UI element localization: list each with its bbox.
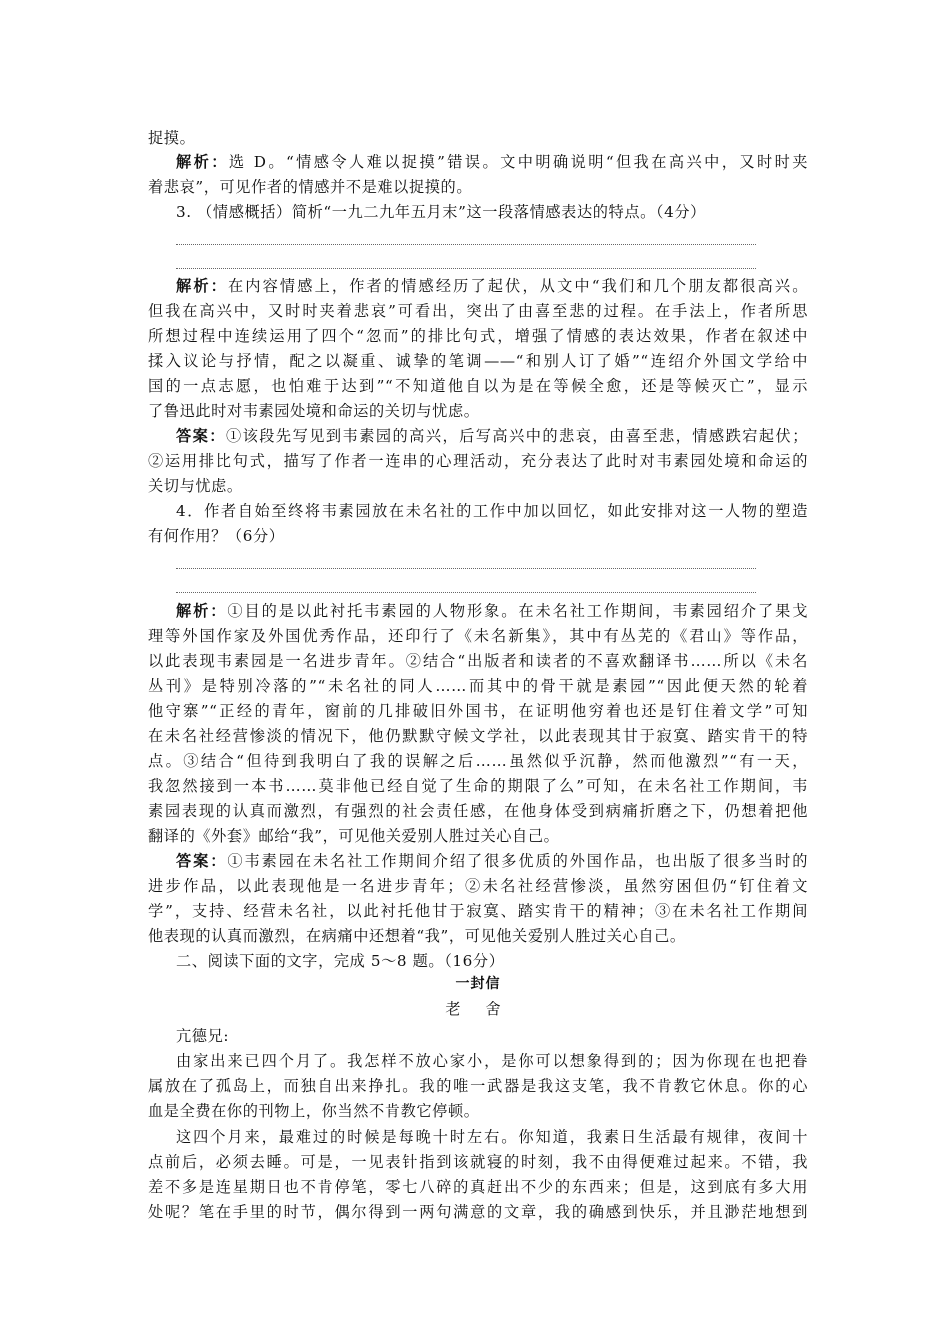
text-line: 理等外国作家及外国优秀作品，还印行了《未名新集》，其中有丛芜的《君山》等作品，	[148, 627, 808, 645]
analysis-text: ①目的是以此衬托韦素园的人物形象。在未名社工作期间，韦素园绍介了果戈	[227, 602, 808, 620]
article-title: 一封信	[455, 976, 501, 992]
text-line: 所想过程中连续运用了四个“忽而”的排比句式，增强了情感的表达效果，作者在叙述中	[148, 327, 808, 345]
text-line: 但我在高兴中，又时时夹着悲哀”可看出，突出了由喜至悲的过程。在手法上，作者所思	[148, 302, 808, 320]
analysis-line	[176, 600, 808, 622]
answer-line	[176, 425, 808, 447]
analysis-text: 在内容情感上，作者的情感经历了起伏，从文中“我们和几个朋友都很高兴。	[227, 277, 808, 295]
text-line: 血是全费在你的刊物上，你当然不肯教它停顿。	[148, 1102, 480, 1120]
text-line: 揉入议论与抒情，配之以凝重、诚挚的笔调——“和别人订了婚”“连绍介外国文学给中	[148, 352, 808, 370]
text-line: 关切与忧虑。	[148, 477, 243, 495]
text-line: 由家出来已四个月了。我怎样不放心家小，是你可以想象得到的；因为你现在也把眷	[176, 1052, 808, 1070]
answer-blank-line	[176, 568, 756, 569]
answer-blank-line	[176, 592, 756, 593]
text-line: 了鲁迅此时对韦素园处境和命运的关切与忧虑。	[148, 402, 480, 420]
text-line: 素园表现的认真而激烈，有强烈的社会责任感，在他身体受到病痛折磨之下，仍想着把他	[148, 802, 808, 820]
question-3: 3. （情感概括）简析“一九二九年五月末”这一段落情感表达的特点。（4分）	[176, 203, 706, 221]
text-line: 以此表现韦素园是一名进步青年。②结合“出版者和读者的不喜欢翻译书……所以《未名	[148, 652, 808, 670]
analysis-label: 解析：	[176, 602, 228, 620]
article-author: 老 舍	[445, 1000, 511, 1018]
text-line: 点。③结合“但待到我明白了我的误解之后……虽然似乎沉静，然而他激烈”“有一天，	[148, 752, 808, 770]
text-line: 捉摸。	[148, 129, 196, 147]
text-line: 这四个月来，最难过的时候是每晚十时左右。你知道，我素日生活最有规律，夜间十	[176, 1128, 808, 1146]
analysis-label: 解析：	[176, 277, 228, 295]
text-line: 点前后，必须去睡。可是，一见表针指到该就寝的时刻，我不由得便难过起来。不错，我	[148, 1153, 808, 1171]
text-line: 他守寨”“正经的青年，窗前的几排破旧外国书，在证明他穷着也还是钉住着文学”可知	[148, 702, 808, 720]
text-line: ②运用排比句式，描写了作者一连串的心理活动，充分表达了此时对韦素园处境和命运的	[148, 452, 808, 470]
text-line: 我忽然接到一本书……莫非他已经自觉了生命的期限了么”可知，在未名社工作期间，韦	[148, 777, 808, 795]
text-line: 在未名社经营惨淡的情况下，他仍默默守候文学社，以此表现其甘于寂寞、踏实肯干的特	[148, 727, 808, 745]
text-line: 他表现的认真而激烈，在病痛中还想着“我”，可见他关爱别人胜过关心自己。	[148, 927, 686, 945]
text-line: 处呢？笔在手里的时节，偶尔得到一两句满意的文章，我的确感到快乐，并且渺茫地想到	[148, 1203, 808, 1221]
text-line: 进步作品，以此表现他是一名进步青年；②未名社经营惨淡，虽然穷困但仍“钉住着文	[148, 877, 808, 895]
answer-blank-line	[176, 268, 756, 269]
answer-text: ①韦素园在未名社工作期间介绍了很多优质的外国作品，也出版了很多当时的	[227, 852, 808, 870]
answer-text: ①该段先写见到韦素园的高兴，后写高兴中的悲哀，由喜至悲，情感跌宕起伏；	[225, 427, 808, 445]
analysis-label: 解析：	[176, 153, 229, 171]
text-line: 着悲哀”，可见作者的情感并不是难以捉摸的。	[148, 178, 473, 196]
answer-blank-line	[176, 244, 756, 245]
answer-line	[176, 850, 808, 872]
analysis-line	[176, 151, 808, 173]
text-line: 翻译的《外套》邮给“我”，可见他关爱别人胜过关心自己。	[148, 827, 560, 845]
section-heading: 二、阅读下面的文字，完成 5～8 题。（16分）	[176, 952, 505, 970]
text-line: 属放在了孤岛上，而独自出来挣扎。我的唯一武器是我这支笔，我不肯教它休息。你的心	[148, 1077, 808, 1095]
analysis-line	[176, 275, 808, 297]
letter-salutation: 亢德兄:	[176, 1027, 230, 1045]
question-4: 4．作者自始至终将韦素园放在未名社的工作中加以回忆，如此安排对这一人物的塑造	[176, 502, 808, 520]
text-line: 有何作用？（6分）	[148, 527, 285, 545]
answer-label: 答案：	[176, 427, 226, 445]
answer-label: 答案：	[176, 852, 228, 870]
analysis-text: 选 D。“情感令人难以捉摸”错误。文中明确说明“但我在高兴中，又时时夹	[228, 153, 808, 171]
text-line: 丛刊》是特别冷落的”“未名社的同人……而其中的骨干就是素园”“因此便天然的轮着	[148, 677, 808, 695]
text-line: 国的一点志愿，也怕难于达到”“不知道他自以为是在等候全愈，还是等候灭亡”，显示	[148, 377, 808, 395]
text-line: 差不多是连星期日也不肯停笔，零七八碎的真赶出不少的东西来；但是，这到底有多大用	[148, 1178, 808, 1196]
text-line: 学”，支持、经营未名社，以此衬托他甘于寂寞、踏实肯干的精神；③在未名社工作期间	[148, 902, 808, 920]
